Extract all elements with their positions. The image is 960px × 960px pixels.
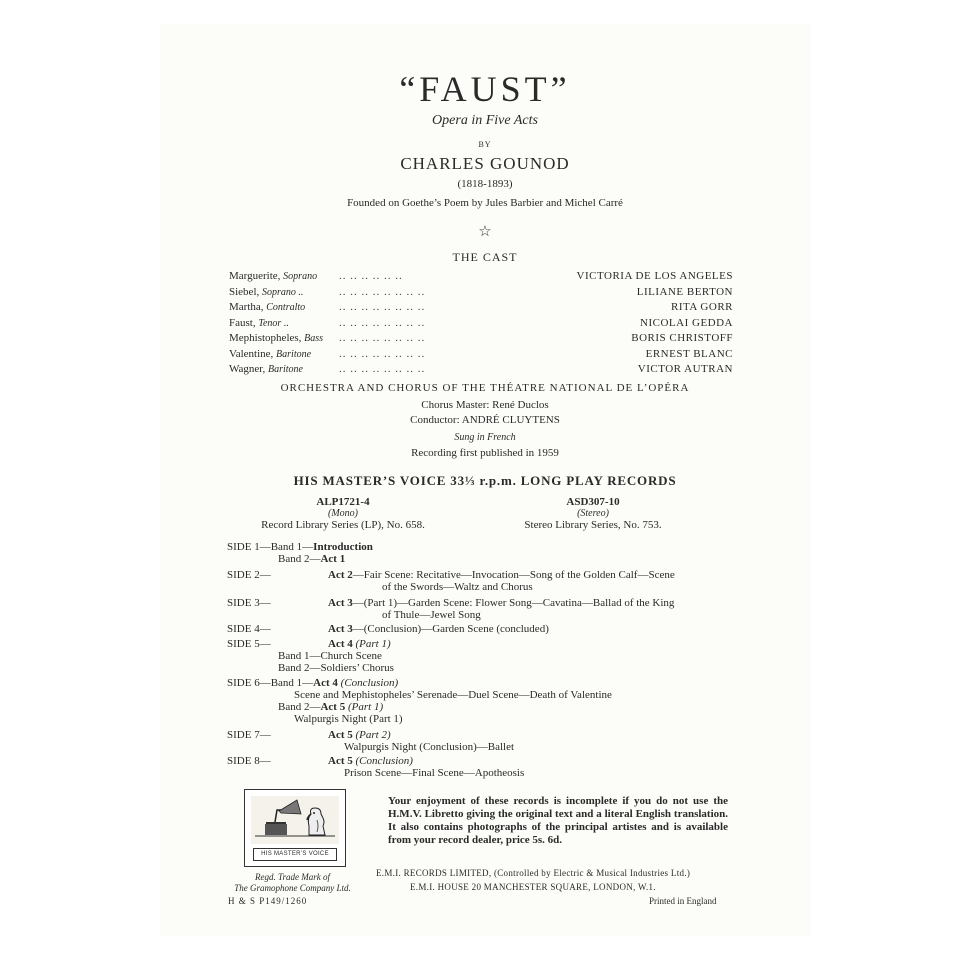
side-6-line-4: Walpurgis Night (Part 1) bbox=[294, 713, 403, 725]
cast-row bbox=[229, 332, 733, 348]
side-4-label: SIDE 4— bbox=[227, 623, 271, 635]
dog-gramophone-icon bbox=[251, 796, 339, 844]
leader-dots: .. .. .. .. .. .. .. .. bbox=[339, 286, 426, 298]
side-5-label: SIDE 5— bbox=[227, 638, 271, 650]
cast-role: Marguerite, Soprano bbox=[229, 270, 318, 282]
sung-language: Sung in French bbox=[454, 432, 516, 443]
cast-role: Siebel, Soprano .. bbox=[229, 286, 304, 298]
printed-in: Printed in England bbox=[649, 896, 717, 906]
trademark-note: Regd. Trade Mark of The Gramophone Company Ltd. bbox=[234, 872, 351, 893]
side-7-line-1: Act 5 (Part 2) bbox=[328, 729, 391, 741]
logo-label: HIS MASTER’S VOICE bbox=[253, 848, 337, 861]
stereo-type: (Stereo) bbox=[577, 508, 609, 519]
side-8-label: SIDE 8— bbox=[227, 755, 271, 767]
emi-line-2: E.M.I. HOUSE 20 MANCHESTER SQUARE, LONDON, W.1. bbox=[410, 882, 656, 892]
composer-dates: (1818-1893) bbox=[457, 178, 513, 190]
cast-row bbox=[229, 270, 733, 286]
side-5-band-1: Band 1—Church Scene bbox=[278, 650, 382, 662]
cast-role: Mephistopheles, Bass bbox=[229, 332, 324, 344]
side-6-line-2: Scene and Mephistopheles’ Serenade—Duel Scene—Death of Valentine bbox=[294, 689, 612, 701]
cast-singer: LILIANE BERTON bbox=[636, 286, 733, 298]
cast-singer: VICTORIA DE LOS ANGELES bbox=[576, 270, 733, 282]
cast-role: Wagner, Baritone bbox=[229, 363, 303, 375]
side-2-line-1: Act 2—Fair Scene: Recitative—Invocation—Song of the Golden Calf—Scene bbox=[328, 569, 675, 581]
cast-heading: THE CAST bbox=[452, 250, 518, 264]
leader-dots: .. .. .. .. .. .. .. .. bbox=[339, 301, 426, 313]
side-5-line-1: Act 4 (Part 1) bbox=[328, 638, 391, 650]
founded-line: Founded on Goethe’s Poem by Jules Barbier and Michel Carré bbox=[347, 197, 623, 209]
side-3-label: SIDE 3— bbox=[227, 597, 271, 609]
side-8-line-1: Act 5 (Conclusion) bbox=[328, 755, 413, 767]
side-2-line-2: of the Swords—Waltz and Chorus bbox=[382, 581, 533, 593]
side-2-label: SIDE 2— bbox=[227, 569, 271, 581]
mono-catalogue bbox=[248, 496, 438, 531]
stereo-series: Stereo Library Series, No. 753. bbox=[524, 519, 662, 531]
leader-dots: .. .. .. .. .. .. .. .. bbox=[339, 363, 426, 375]
star-ornament: ☆ bbox=[478, 224, 492, 240]
by-label: BY bbox=[478, 140, 492, 149]
side-4-line-1: Act 3—(Conclusion)—Garden Scene (concluded) bbox=[328, 623, 549, 635]
side-6-band-2: Band 2—Act 5 (Part 1) bbox=[278, 701, 384, 713]
cast-singer: VICTOR AUTRAN bbox=[637, 363, 733, 375]
opera-subtitle: Opera in Five Acts bbox=[432, 113, 538, 128]
hmv-logo bbox=[244, 789, 346, 867]
side-3-line-2: of Thule—Jewel Song bbox=[382, 609, 481, 621]
cast-role: Martha, Contralto bbox=[229, 301, 306, 313]
conductor: Conductor: ANDRÉ CLUYTENS bbox=[410, 414, 560, 426]
leader-dots: .. .. .. .. .. .. .. .. bbox=[339, 317, 426, 329]
cast-singer: NICOLAI GEDDA bbox=[640, 317, 733, 329]
leader-dots: .. .. .. .. .. .. .. .. bbox=[339, 348, 426, 360]
cast-singer: RITA GORR bbox=[671, 301, 733, 313]
mono-number: ALP1721-4 bbox=[316, 496, 370, 508]
side-7-label: SIDE 7— bbox=[227, 729, 271, 741]
libretto-notice: Your enjoyment of these records is incomplete if you do not use the H.M.V. Libretto giving the original text and a literal English translation. It also contains photographs of the principal artistes and is available from your record dealer, price 5s. 6d. bbox=[388, 795, 728, 846]
leader-dots: .. .. .. .. .. .. .. .. bbox=[339, 332, 426, 344]
emi-line-1: E.M.I. RECORDS LIMITED, (Controlled by Electric & Musical Industries Ltd.) bbox=[376, 868, 691, 878]
mono-type: (Mono) bbox=[328, 508, 358, 519]
cast-row bbox=[229, 348, 733, 364]
side-8-line-2: Prison Scene—Final Scene—Apotheosis bbox=[344, 767, 525, 779]
cast-row bbox=[229, 317, 733, 333]
opera-title: “FAUST” bbox=[399, 69, 571, 109]
side-7-line-2: Walpurgis Night (Conclusion)—Ballet bbox=[344, 741, 515, 753]
mono-series: Record Library Series (LP), No. 658. bbox=[261, 519, 425, 531]
cast-row bbox=[229, 301, 733, 317]
cast-role: Valentine, Baritone bbox=[229, 348, 312, 360]
cast-row bbox=[229, 363, 733, 379]
print-code: H & S P149/1260 bbox=[228, 896, 308, 906]
recording-date: Recording first published in 1959 bbox=[411, 447, 559, 459]
stereo-catalogue bbox=[498, 496, 688, 531]
side-5-band-2: Band 2—Soldiers’ Chorus bbox=[278, 662, 394, 674]
orchestra-credit: ORCHESTRA AND CHORUS OF THE THÉATRE NATIONAL DE L’OPÉRA bbox=[280, 382, 690, 394]
chorus-master: Chorus Master: René Duclos bbox=[421, 399, 549, 411]
composer-name: CHARLES GOUNOD bbox=[400, 154, 570, 173]
side-1-band-1: SIDE 1—Band 1—Introduction bbox=[227, 541, 373, 553]
side-1-band-2: Band 2—Act 1 bbox=[278, 553, 346, 565]
side-6-band-1: SIDE 6—Band 1—Act 4 (Conclusion) bbox=[227, 677, 399, 689]
cast-row bbox=[229, 286, 733, 302]
cast-singer: BORIS CHRISTOFF bbox=[631, 332, 733, 344]
leader-dots: .. .. .. .. .. .. bbox=[339, 270, 403, 282]
cast-singer: ERNEST BLANC bbox=[645, 348, 733, 360]
side-3-line-1: Act 3—(Part 1)—Garden Scene: Flower Song—Cavatina—Ballad of the King bbox=[328, 597, 675, 609]
stereo-number: ASD307-10 bbox=[566, 496, 620, 508]
cast-role: Faust, Tenor .. bbox=[229, 317, 289, 329]
records-heading: HIS MASTER’S VOICE 33⅓ r.p.m. LONG PLAY RECORDS bbox=[293, 473, 677, 488]
libretto-page bbox=[160, 24, 810, 936]
